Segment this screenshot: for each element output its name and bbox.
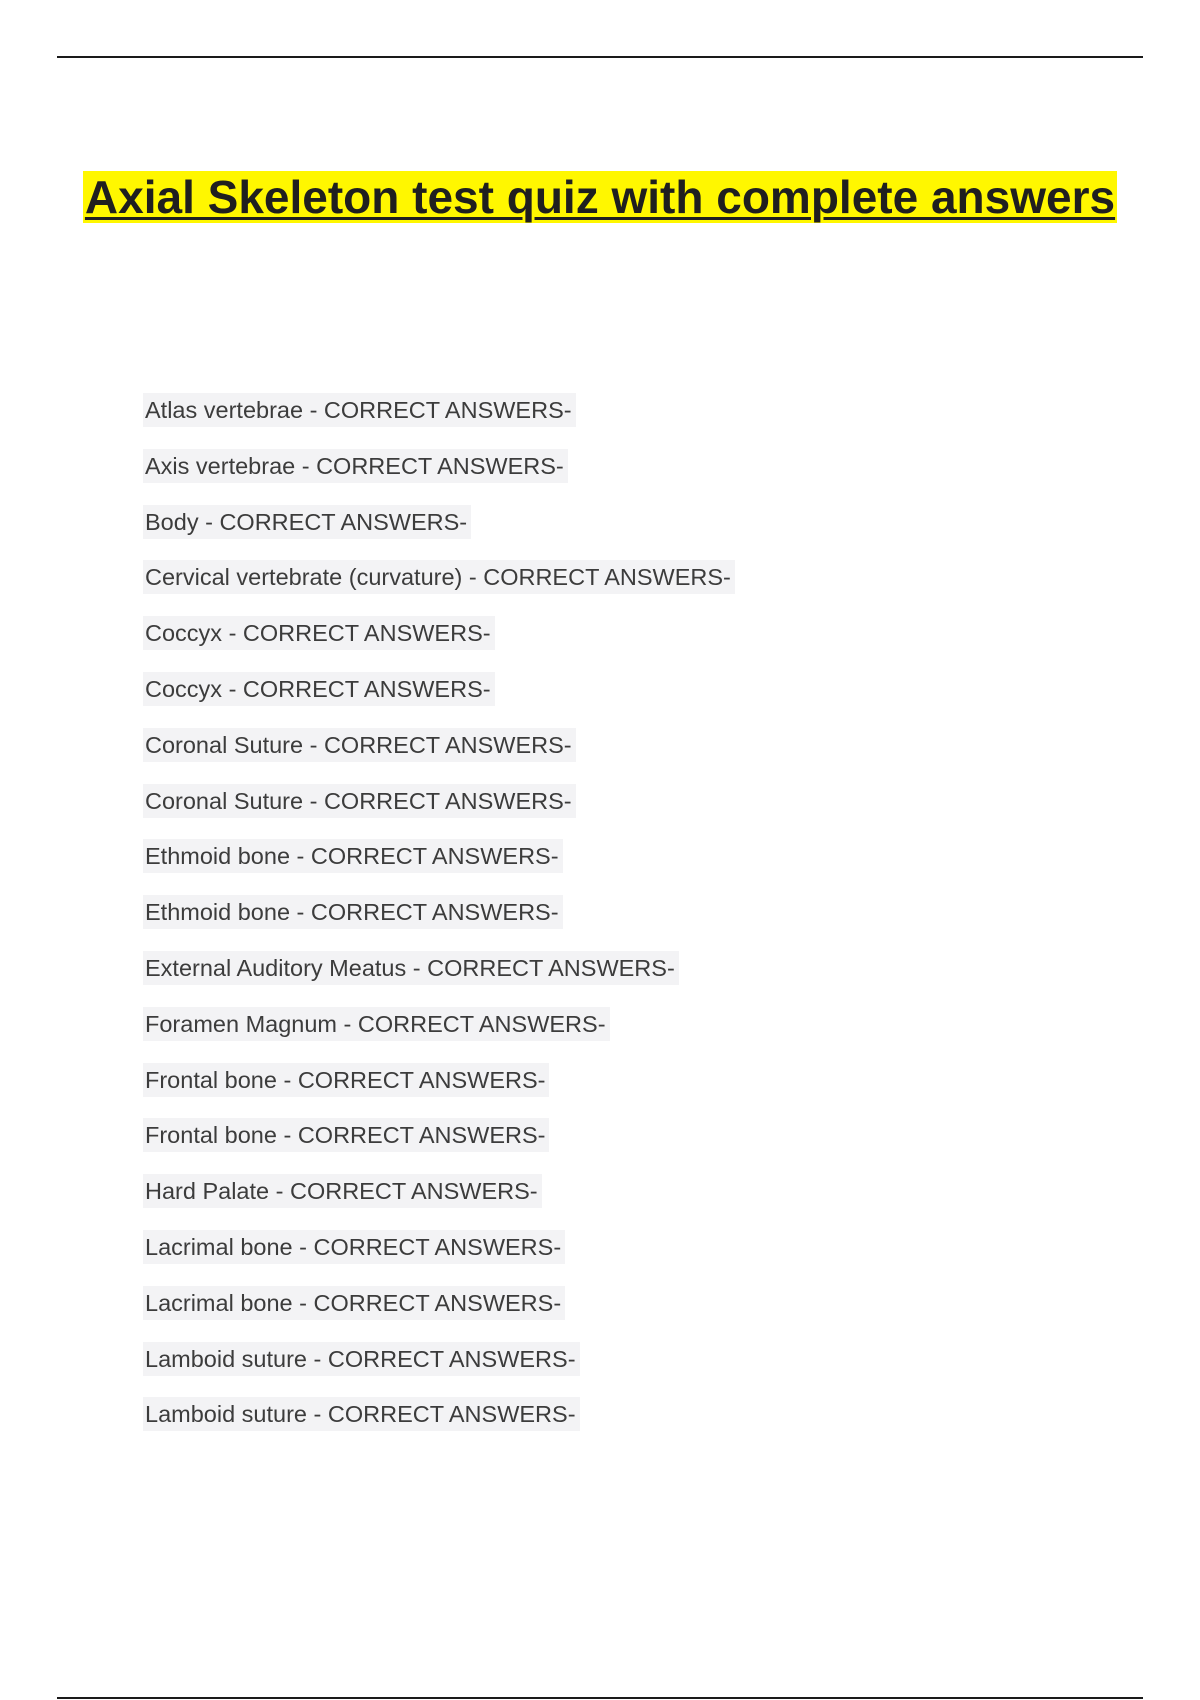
list-item — [143, 449, 1143, 505]
question-text: Hard Palate - CORRECT ANSWERS- — [143, 1174, 542, 1208]
question-text: Frontal bone - CORRECT ANSWERS- — [143, 1063, 549, 1097]
list-item — [143, 1063, 1143, 1119]
list-item — [143, 895, 1143, 951]
question-text: Ethmoid bone - CORRECT ANSWERS- — [143, 895, 563, 929]
list-item — [143, 1342, 1143, 1398]
question-text: Lacrimal bone - CORRECT ANSWERS- — [143, 1230, 565, 1264]
question-text: Body - CORRECT ANSWERS- — [143, 505, 471, 539]
question-text: Frontal bone - CORRECT ANSWERS- — [143, 1118, 549, 1152]
list-item — [143, 1118, 1143, 1174]
list-item — [143, 616, 1143, 672]
list-item — [143, 1286, 1143, 1342]
list-item — [143, 951, 1143, 1007]
list-item — [143, 784, 1143, 840]
question-text: External Auditory Meatus - CORRECT ANSWERS- — [143, 951, 679, 985]
question-text: Atlas vertebrae - CORRECT ANSWERS- — [143, 393, 576, 427]
question-text: Coronal Suture - CORRECT ANSWERS- — [143, 728, 576, 762]
question-text: Coronal Suture - CORRECT ANSWERS- — [143, 784, 576, 818]
list-item — [143, 1007, 1143, 1063]
title-block — [0, 168, 1200, 226]
list-item — [143, 1397, 1143, 1453]
list-item — [143, 1174, 1143, 1230]
question-text: Lamboid suture - CORRECT ANSWERS- — [143, 1342, 580, 1376]
list-item — [143, 1230, 1143, 1286]
question-text: Ethmoid bone - CORRECT ANSWERS- — [143, 839, 563, 873]
list-item — [143, 672, 1143, 728]
question-text: Foramen Magnum - CORRECT ANSWERS- — [143, 1007, 610, 1041]
list-item — [143, 393, 1143, 449]
question-text: Cervical vertebrate (curvature) - CORRECT ANSWERS- — [143, 560, 735, 594]
question-text: Coccyx - CORRECT ANSWERS- — [143, 616, 495, 650]
list-item — [143, 505, 1143, 561]
question-text: Coccyx - CORRECT ANSWERS- — [143, 672, 495, 706]
question-text: Axis vertebrae - CORRECT ANSWERS- — [143, 449, 568, 483]
bottom-rule — [57, 1697, 1143, 1699]
list-item — [143, 839, 1143, 895]
top-rule — [57, 56, 1143, 58]
list-item — [143, 728, 1143, 784]
question-text: Lacrimal bone - CORRECT ANSWERS- — [143, 1286, 565, 1320]
list-item — [143, 560, 1143, 616]
page-title: Axial Skeleton test quiz with complete answers — [84, 171, 1116, 223]
question-list — [143, 393, 1143, 1453]
question-text: Lamboid suture - CORRECT ANSWERS- — [143, 1397, 580, 1431]
